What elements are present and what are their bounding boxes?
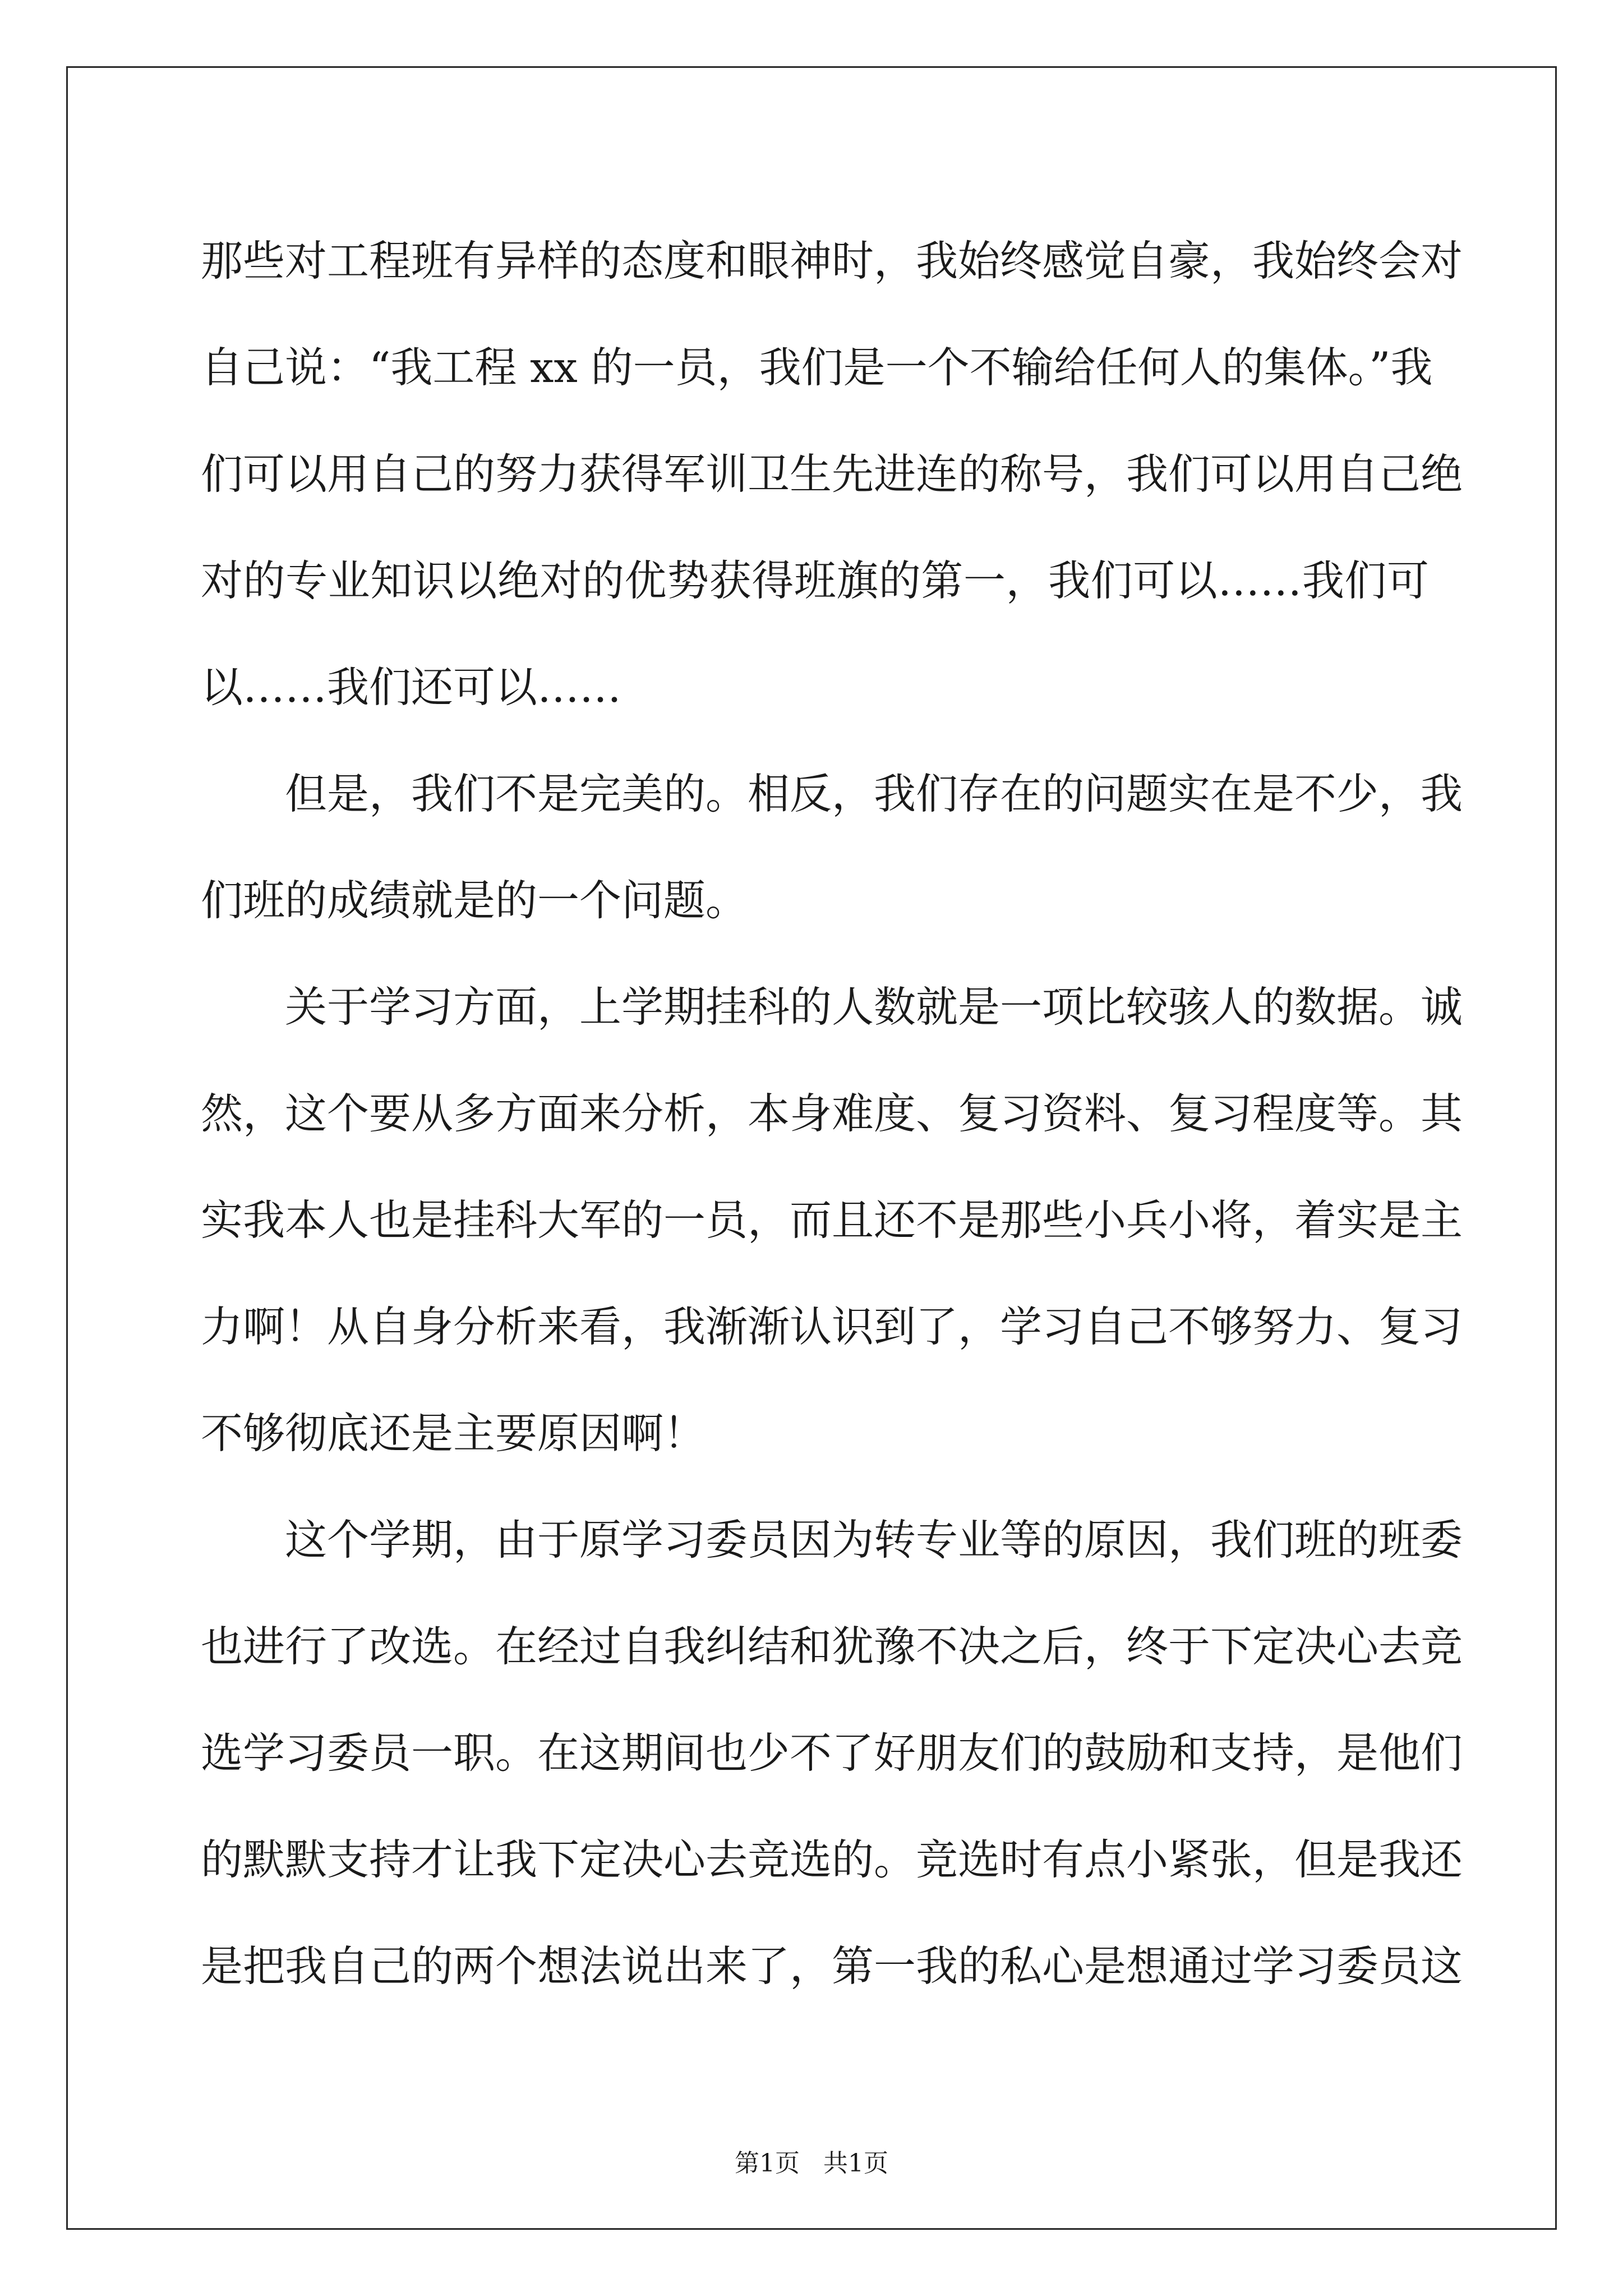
text-line: 们班的成绩就是的一个问题。 (201, 876, 748, 925)
text-line: 力啊！从自身分析来看，我渐渐认识到了，学习自己不够努力、复习 (201, 1302, 1463, 1351)
text-line: 选学习委员一职。在这期间也少不了好朋友们的鼓励和支持，是他们 (201, 1728, 1463, 1778)
text-line: 那些对工程班有异样的态度和眼神时，我始终感觉自豪，我始终会对 (201, 236, 1463, 286)
text-line: 这个学期，由于原学习委员因为转专业等的原因，我们班的班委 (285, 1515, 1463, 1565)
text-line: 是把我自己的两个想法说出来了，第一我的私心是想通过学习委员这 (201, 1941, 1463, 1991)
text-line: 但是，我们不是完美的。相反，我们存在的问题实在是不少，我 (285, 769, 1463, 818)
text-line: 关于学习方面，上学期挂科的人数就是一项比较骇人的数据。诚 (285, 982, 1463, 1032)
text-line: 也进行了改选。在经过自我纠结和犹豫不决之后，终于下定决心去竞 (201, 1622, 1463, 1671)
page-footer: 第1页 共1页 (735, 2149, 888, 2178)
document-body (201, 208, 1463, 2019)
text-line: 以……我们还可以…… (201, 662, 622, 712)
text-line: 对的专业知识以绝对的优势获得班旗的第一，我们可以……我们可 (201, 556, 1429, 605)
text-line: 然，这个要从多方面来分析，本身难度、复习资料、复习程度等。其 (201, 1089, 1463, 1138)
text-line: 实我本人也是挂科大军的一员，而且还不是那些小兵小将，着实是主 (201, 1195, 1463, 1245)
text-line: 们可以用自己的努力获得军训卫生先进连的称号，我们可以用自己绝 (201, 449, 1463, 499)
text-line: 不够彻底还是主要原因啊！ (201, 1409, 706, 1458)
text-line: 自己说：“我工程 xx 的一员，我们是一个不输给任何人的集体。”我 (201, 343, 1433, 392)
text-line: 的默默支持才让我下定决心去竞选的。竞选时有点小紧张，但是我还 (201, 1835, 1463, 1884)
